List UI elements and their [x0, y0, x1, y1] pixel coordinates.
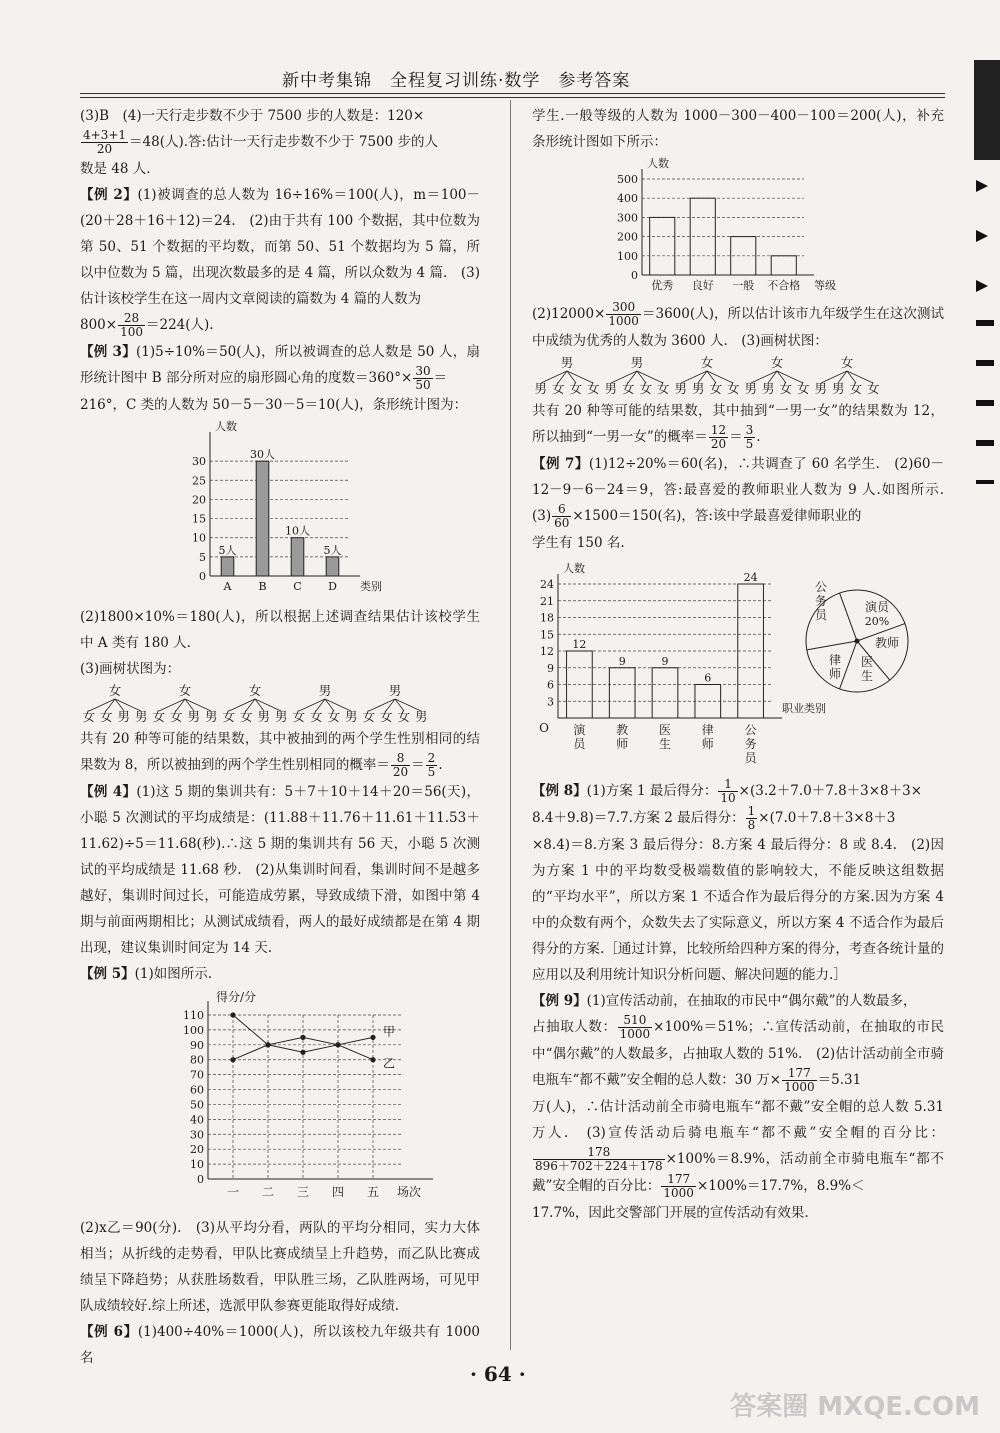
tree-leaf: 女: [327, 709, 340, 724]
tree-leaf: 男: [134, 709, 148, 724]
bar-教师: [609, 668, 635, 718]
x-tick-label: 员: [573, 737, 586, 751]
tree-root: 女: [108, 683, 122, 698]
x-axis-label: 职业类别: [782, 702, 826, 715]
tree-leaf: 女: [656, 381, 670, 396]
pie-label-医生: 医: [860, 655, 874, 669]
y-tick-label: 0: [197, 1173, 204, 1186]
paragraph-text: 学生.一般等级的人数为 1000－300－400－100＝200(人)，补充条形统计图如下所示：: [532, 108, 944, 150]
x-tick-label: 良好: [691, 279, 714, 292]
paragraph-text: (2)x乙＝90(分). (3)从平均分看，两队的平均分相同，实力大体相当；从折线的走势看，甲队比赛成绩呈上升趋势，而乙队比赛成绩呈下降趋势；从获胜场数看，甲队胜三场，乙队胜两场，可见甲队成绩较好.综上所述，选派甲队参赛更能取得好成绩.: [80, 1220, 480, 1314]
y-tick-label: 40: [190, 1113, 204, 1127]
text: ×1500＝150(名)，答:该中学最喜爱律师职业的: [572, 508, 862, 524]
data-label: 30人: [250, 448, 275, 462]
paragraph-text: (1)5÷10%＝50(人)，所以被调查的总人数是 50 人，扇形统计图中 B 部分所对应的扇形圆心角的度数＝360°×: [80, 344, 480, 386]
y-tick-label: 9: [547, 661, 554, 675]
paragraph-text: (3)B (4)一天行走步数不少于 7500 步的人数是：120×: [80, 108, 425, 124]
tree-leaf: 男: [204, 709, 218, 724]
left-paragraph: [80, 656, 480, 682]
tree-group: [290, 684, 360, 724]
fraction: $\frac{28}{100}$: [120, 311, 143, 339]
data-point: [300, 1050, 305, 1055]
y-tick-label: 10: [190, 1158, 204, 1172]
right-paragraph: [532, 530, 944, 556]
y-tick-label: 6: [547, 678, 554, 692]
text: (2)12000×: [532, 306, 606, 322]
pie-label-教师: 教师: [874, 636, 900, 650]
tree-leaf: 女: [362, 709, 375, 724]
text: 800×: [80, 317, 118, 333]
data-label: 5人: [218, 543, 237, 557]
tree-leaf: 男: [814, 381, 827, 396]
paragraph-text: (1)方案 1 最后得分：: [586, 783, 718, 799]
data-label: 10人: [285, 524, 310, 538]
tree-leaf: 男: [761, 381, 775, 396]
data-point: [335, 1042, 340, 1047]
fraction: $\frac{6}{60}$: [554, 502, 570, 530]
y-tick-label: 3: [547, 695, 554, 709]
left-paragraph: [80, 779, 480, 961]
tree-leaf: 女: [849, 381, 862, 396]
paragraph-text: (1)400÷40%＝1000(人)，所以该校九年级共有 1000 名: [80, 1324, 481, 1366]
y-tick-label: 12: [540, 645, 554, 658]
tree-root: 男: [560, 355, 574, 370]
y-tick-label: 300: [617, 211, 638, 225]
fraction: $\frac{30}{50}$: [415, 364, 431, 392]
pie-percent: 20%: [864, 615, 890, 628]
text: ×(3.2＋7.0＋7.8＋3×8＋3×: [738, 783, 923, 799]
right-paragraph: [532, 451, 958, 530]
fraction: $\frac{4+3+1}{20}$: [83, 128, 127, 156]
tree-root: 女: [770, 355, 784, 370]
tree-leaf: 男: [414, 709, 428, 724]
tree-group: [742, 356, 812, 396]
fraction: $\frac{177}{1000}$: [663, 1172, 694, 1200]
tree-leaf: 女: [796, 381, 810, 396]
tree-group: [532, 356, 602, 396]
y-tick-label: 30: [190, 1128, 204, 1142]
x-tick-label: 优秀: [651, 279, 674, 292]
pie-center: [855, 639, 860, 644]
tree-leaf: 男: [187, 709, 200, 724]
pie-slice-edge: [840, 641, 857, 689]
text: ＝: [411, 757, 425, 773]
tree-group: [812, 356, 882, 396]
y-tick-label: 50: [190, 1098, 204, 1112]
column-divider: [510, 100, 511, 1350]
text: ×(7.0＋7.8＋3×8＋3: [758, 810, 896, 826]
pie-label-公务员: 公: [814, 580, 828, 594]
right-paragraph: [532, 832, 944, 988]
paragraph-text: ；∴宣传活动前，在抽取的市民中“偶尔戴”的人数最多，占抽取人数的 51%. (2)估计活动前全市骑电瓶车“都不戴”安全帽的总人数：30 万×: [532, 1019, 944, 1088]
bar-不合格: [771, 256, 796, 275]
right-paragraph: [532, 301, 944, 354]
left-paragraph: [80, 604, 480, 656]
y-tick-label: 30: [192, 455, 206, 469]
data-point: [230, 1057, 235, 1062]
data-point: [370, 1057, 375, 1062]
page-number: · 64 ·: [470, 1362, 526, 1386]
header-rule-2: [80, 97, 945, 98]
tree-leaf: 男: [534, 381, 547, 396]
text: ×100%＝17.7%，8.9%＜: [696, 1178, 865, 1194]
y-tick-label: 15: [192, 512, 206, 526]
y-tick-label: 15: [540, 628, 554, 642]
paragraph-text: ＝48(人).答:估计一天行走步数不少于 7500 步的人: [129, 134, 439, 150]
example-label: 【例 2】: [80, 187, 138, 203]
line-chart-c5: [80, 989, 480, 1211]
left-paragraph: [80, 1319, 480, 1371]
example-label: 【例 9】: [532, 993, 587, 1009]
y-tick-label: 110: [183, 1009, 204, 1022]
tree-leaf: 女: [397, 709, 410, 724]
tree-leaf: 女: [709, 381, 722, 396]
pie-slice-edge: [807, 641, 857, 650]
paragraph-text: (2)1800×10%＝180(人)，所以根据上述调查结果估计该校学生中 A 类有 180 人.: [80, 609, 480, 651]
data-label: 6: [704, 671, 712, 685]
pie-chart: [802, 580, 912, 696]
bar-chart-c6: [532, 157, 852, 297]
tree-leaf: 女: [169, 709, 183, 724]
x-tick-label: 四: [331, 1185, 345, 1199]
text: ＝5.31: [817, 1072, 862, 1088]
pie-label-公务员: 员: [814, 608, 828, 622]
paragraph-text: (1)被调查的总人数为 16÷16%＝100(人)，m＝100－(20＋28＋16＋12)＝24. (2)由于共有 100 个数据，其中位数为第 50、51 个数据的平均数，而第 50、51 个数据均为 5 篇，所以中位数为 5 篇，出现次数最多的是 4 篇，所以众数为 4 篇. (3)估计该校学生在这一周内文章阅读的篇数为 4 篇的人数为: [80, 187, 481, 307]
tree-diagram-t3: [80, 684, 480, 724]
left-paragraph: [80, 156, 480, 182]
left-paragraph: [80, 392, 480, 418]
data-point: [265, 1042, 270, 1047]
tree-root: 男: [630, 355, 644, 370]
data-point: [300, 1035, 305, 1040]
x-tick-label: 生: [658, 737, 672, 751]
paragraph-text: 216°，C 类的人数为 50－5－30－5＝10(人)，条形统计图为：: [80, 397, 468, 413]
tree-root: 男: [388, 683, 402, 698]
right-paragraph: [532, 805, 944, 832]
y-axis-label: 得分/分: [215, 990, 257, 1004]
watermark-logo: 答案圈 MXQE.COM: [730, 1392, 980, 1422]
right-paragraph: [532, 1094, 944, 1200]
paragraph-text: (1)宣传活动前，在抽取的市民中“偶尔戴”的人数最多，: [586, 993, 917, 1009]
paragraph-text: 8.4＋9.8)＝7.7.方案 2 最后得分：: [532, 810, 745, 826]
text: .: [438, 757, 443, 773]
fraction: $\frac{1}{10}$: [720, 777, 736, 805]
x-tick-label: C: [293, 580, 302, 593]
bar-优秀: [650, 217, 675, 275]
tree-group: [360, 684, 430, 724]
example-label: 【例 7】: [532, 456, 589, 472]
x-tick-label: B: [258, 580, 267, 593]
tree-leaf: 女: [239, 709, 253, 724]
y-tick-label: 10: [192, 531, 206, 545]
left-column: [80, 103, 480, 1371]
y-axis-label: 人数: [563, 562, 585, 575]
example-label: 【例 8】: [532, 783, 587, 799]
y-tick-label: 400: [617, 192, 638, 206]
y-tick-label: 60: [190, 1083, 204, 1097]
tree-leaf: 男: [831, 381, 845, 396]
y-tick-label: 25: [192, 474, 206, 488]
tree-root: 女: [840, 355, 854, 370]
tree-leaf: 男: [691, 381, 705, 396]
tree-leaf: 女: [639, 381, 652, 396]
text: 车“都不戴”安全帽的百分比：: [532, 1151, 944, 1194]
tree-leaf: 女: [309, 709, 323, 724]
x-tick-label: 律: [701, 723, 714, 737]
x-tick-label: 公: [744, 723, 757, 737]
tree-root: 女: [178, 683, 192, 698]
pie-label-律师: 律: [828, 653, 842, 667]
y-tick-label: 80: [190, 1053, 204, 1067]
paragraph-text: (1)如图所示.: [134, 966, 213, 982]
bar-chart-c7: [532, 558, 826, 780]
series-label: 乙: [383, 1056, 396, 1071]
pie-slice-edge: [840, 593, 857, 641]
tree-leaf: 女: [152, 709, 165, 724]
left-paragraph: [80, 182, 480, 312]
header-rule: [80, 93, 945, 94]
tree-leaf: 女: [866, 381, 880, 396]
page-edge-tabs-icon: [972, 60, 1000, 540]
tree-group: [220, 684, 290, 724]
paragraph-text: ＝224(人).: [146, 317, 214, 333]
tree-leaf: 女: [586, 381, 600, 396]
paragraph-text: 共有 20 种等可能的结果数，其中被抽到的两个学生性别相同的结果数为 8，所以被抽到的两个学生性别相同的概率＝: [80, 731, 480, 773]
x-tick-label: 教: [616, 723, 629, 737]
tree-leaf: 男: [274, 709, 288, 724]
right-paragraph: [532, 398, 944, 451]
tree-leaf: 男: [344, 709, 358, 724]
left-paragraph: [80, 103, 480, 129]
tree-root: 女: [248, 683, 262, 698]
x-tick-label: 员: [744, 751, 757, 765]
pie-label-医生: 生: [860, 669, 874, 683]
data-point: [230, 1012, 235, 1017]
x-tick-label: 一般: [732, 279, 755, 292]
x-tick-label: 二: [261, 1185, 275, 1199]
tree-group: [602, 356, 672, 396]
x-tick-label: 医: [658, 723, 672, 737]
paragraph-text: ×8.4)＝8.方案 3 最后得分：8.方案 4 最后得分：8 或 8.4. (2)因为方案 1 中的平均数受极端数值的影响较大，不能反映这组数据的“平均水平”，所以方案 1 不适合作为最后得分的方案.因为方案 4 中的众数有两个，众数失去了实际意义，所以方案 4 不适合作为最后得分的方案.［通过计算，比较所给四种方案的得分，考查各统计量的应用以及利用统计知识分析问题、解决问题的能力.］: [532, 837, 944, 983]
paragraph-text: 学生有 150 名.: [532, 535, 625, 551]
fraction: $\frac{12}{20}$: [710, 423, 727, 451]
x-axis-label: 等级: [814, 279, 836, 292]
tree-leaf: 女: [99, 709, 113, 724]
tree-diagram-t6: [532, 356, 944, 396]
fraction: $\frac{3}{5}$: [745, 423, 754, 451]
y-tick-label: 90: [190, 1038, 204, 1052]
bar-chart-c3: [80, 420, 382, 600]
right-paragraph: [532, 103, 944, 155]
y-tick-label: 100: [183, 1023, 204, 1037]
fraction: $\frac{8}{20}$: [392, 751, 409, 779]
paragraph-text: 17.7%，因此交警部门开展的宣传活动有效果.: [532, 1205, 809, 1221]
right-paragraph: [532, 1014, 944, 1094]
y-axis-label: 人数: [647, 157, 669, 170]
y-tick-label: 20: [192, 493, 206, 507]
pie-label-演员: 演员: [864, 600, 890, 614]
paragraph-text: (1)这 5 期的集训共有：5＋7＋10＋14＋20＝56(天)，小聪 5 次测试的平均成绩是：(11.88＋11.76＋11.61＋11.53＋11.62)÷5＝11.68(秒).∴这 5 期的集训共有 56 天，小聪 5 次测试的平均成绩是 11.68 秒. (2)从集训时间看，集训时间不是越多越好，集训时间过长，可能造成劳累，导致成绩下滑，如图中第 4 期与前面两期相比；从测试成绩看，两人的最好成绩都是在第 4 期出现，建议集训时间定为 14 天.: [80, 784, 480, 956]
data-label: 24: [743, 571, 758, 584]
x-axis-label: 场次: [396, 1185, 422, 1199]
bar-B: [256, 461, 269, 576]
fraction: $\frac{300}{1000}$: [608, 300, 639, 328]
tree-leaf: 女: [82, 709, 95, 724]
y-tick-label: 0: [199, 570, 206, 583]
x-tick-label: 演: [573, 723, 586, 737]
tree-leaf: 男: [257, 709, 270, 724]
fraction: $\frac{177}{1000}$: [784, 1066, 815, 1094]
tree-leaf: 女: [551, 381, 565, 396]
x-tick-label: D: [328, 580, 337, 593]
fraction: $\frac{2}{5}$: [427, 751, 436, 779]
right-paragraph: [532, 778, 944, 805]
pie-label-公务员: 务: [814, 594, 828, 608]
tree-leaf: 男: [744, 381, 757, 396]
example-label: 【例 6】: [80, 1324, 138, 1340]
example-label: 【例 3】: [80, 344, 136, 360]
fraction: $\frac{1}{8}$: [747, 804, 756, 832]
y-tick-label: 100: [617, 249, 638, 263]
tree-group: [672, 356, 742, 396]
bar-D: [326, 557, 339, 576]
text: .: [756, 429, 761, 445]
chart-group-c7: [532, 556, 944, 778]
y-tick-label: 0: [631, 269, 638, 282]
page-header: 新中考集锦 全程复习训练·数学 参考答案: [282, 71, 631, 91]
tree-leaf: 女: [621, 381, 635, 396]
x-tick-label: 一: [226, 1185, 240, 1199]
data-label: 9: [618, 654, 626, 668]
y-tick-label: 21: [540, 594, 554, 608]
tree-leaf: 女: [222, 709, 235, 724]
y-tick-label: 20: [190, 1143, 204, 1157]
x-axis-label: 类别: [360, 580, 382, 593]
paragraph-text: (3)画树状图为：: [80, 661, 181, 677]
paragraph-text: 万(人)，∴估计活动前全市骑电瓶车“都不戴”安全帽的总人数 5.31 万人. (3)宣传活动后骑电瓶车“都不戴”安全帽的百分比：: [532, 1099, 944, 1141]
tree-group: [80, 684, 150, 724]
tree-leaf: 男: [117, 709, 130, 724]
example-label: 【例 5】: [80, 966, 135, 982]
x-tick-label: 不合格: [767, 279, 801, 292]
tree-root: 女: [700, 355, 714, 370]
paragraph-text: (1)12÷20%＝60(名)，∴共调查了 60 名学生. (2)60－12－9－6－24＝9，答:最喜爱的教师职业人数为 9 人.如图所示. (3): [532, 456, 958, 524]
y-axis-label: 人数: [215, 420, 237, 433]
left-paragraph: [80, 312, 480, 339]
left-paragraph: [80, 339, 480, 392]
text: ×100%＝8.9%，活动前全市骑电瓶: [665, 1151, 895, 1167]
tree-leaf: 男: [674, 381, 687, 396]
left-paragraph: [80, 129, 480, 156]
series-label: 甲: [383, 1024, 396, 1039]
y-tick-label: 5: [199, 550, 206, 564]
bar-C: [291, 538, 304, 576]
bar-医生: [652, 668, 678, 718]
tree-group: [150, 684, 220, 724]
y-tick-label: 18: [540, 611, 554, 625]
y-tick-label: 200: [617, 230, 638, 244]
right-paragraph: [532, 1200, 944, 1226]
text: ×100%＝51%: [653, 1019, 748, 1035]
tree-leaf: 男: [604, 381, 617, 396]
left-paragraph: [80, 1215, 480, 1319]
tree-leaf: 女: [726, 381, 740, 396]
tree-leaf: 女: [292, 709, 305, 724]
paragraph-text: 数是 48 人.: [80, 161, 151, 177]
y-tick-label: 500: [617, 173, 638, 186]
bar-A: [221, 557, 234, 576]
data-point: [370, 1035, 375, 1040]
tree-leaf: 女: [569, 381, 582, 396]
y-tick-label: 24: [540, 578, 554, 591]
x-tick-label: A: [223, 580, 232, 593]
left-paragraph: [80, 726, 480, 779]
paragraph-text: ＝3600(人)，所以估计该市九年级学生在这次测试中成绩为优秀的人数为 3600 人. (3)画树状图：: [532, 306, 944, 349]
tree-root: 男: [318, 683, 332, 698]
data-label: 9: [661, 654, 669, 668]
text: 占抽取人数：: [532, 1019, 617, 1035]
origin-label: O: [539, 721, 549, 735]
example-label: 【例 4】: [80, 784, 137, 800]
x-tick-label: 师: [701, 737, 714, 751]
x-tick-label: 师: [616, 737, 629, 751]
tree-leaf: 女: [779, 381, 792, 396]
x-tick-label: 务: [744, 737, 757, 751]
left-paragraph: [80, 961, 480, 987]
right-paragraph: [532, 988, 944, 1014]
data-label: 12: [572, 638, 587, 651]
tree-leaf: 女: [379, 709, 393, 724]
pie-label-律师: 师: [828, 667, 842, 681]
fraction: $\frac{510}{1000}$: [619, 1013, 651, 1041]
text: ＝: [433, 370, 448, 386]
text: ＝: [729, 429, 743, 445]
data-label: 5人: [323, 543, 342, 557]
x-tick-label: 三: [296, 1185, 310, 1199]
right-column: [532, 103, 958, 1226]
paragraph-text: 共有 20 种等可能的结果数，其中抽到“一男一女”的结果数为 12，所以抽到“一男一女”的概率＝: [532, 403, 944, 445]
x-tick-label: 五: [366, 1185, 380, 1199]
y-tick-label: 70: [190, 1068, 204, 1082]
fraction: $\frac{178}{896+702+224+178}$: [535, 1145, 663, 1173]
